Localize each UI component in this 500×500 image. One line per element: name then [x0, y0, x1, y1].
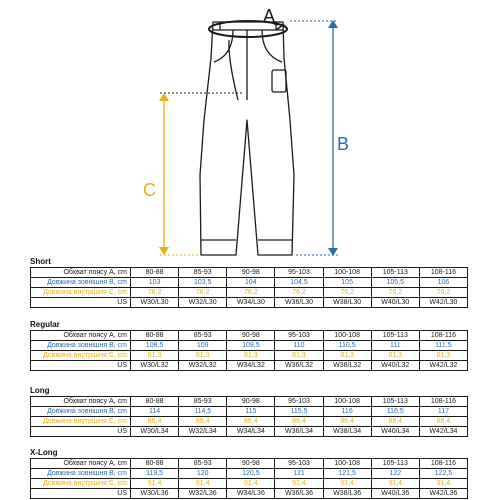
table-cell: 86,4 — [179, 417, 227, 427]
waist-row — [31, 459, 468, 469]
row-label: US — [31, 361, 131, 371]
table-cell: 90-98 — [227, 268, 275, 278]
table-cell: 108-116 — [419, 268, 467, 278]
table-cell: W38/L30 — [323, 298, 371, 308]
row-label: Довжина внутрішня C, cm — [31, 479, 131, 489]
table-cell: 111 — [371, 341, 419, 351]
table-cell: 121 — [275, 469, 323, 479]
table-cell: 85-93 — [179, 397, 227, 407]
table-cell: 80-88 — [131, 397, 179, 407]
table-cell: 86,4 — [275, 417, 323, 427]
table-cell: 100-108 — [323, 331, 371, 341]
table-cell: 105 — [323, 278, 371, 288]
table-cell: W36/L30 — [275, 298, 323, 308]
row-label: US — [31, 427, 131, 437]
table-cell: 119,5 — [131, 469, 179, 479]
table-cell: W34/L34 — [227, 427, 275, 437]
size-table — [30, 458, 468, 499]
table-cell: 76,2 — [131, 288, 179, 298]
size-section-x-long — [30, 448, 468, 499]
outer-length-row — [31, 341, 468, 351]
section-title: Short — [30, 257, 51, 266]
table-cell: W42/L32 — [419, 361, 467, 371]
table-cell: W32/L34 — [179, 427, 227, 437]
table-cell: 81,3 — [323, 351, 371, 361]
row-label: Довжина внутрішня C, cm — [31, 351, 131, 361]
table-cell: 85-93 — [179, 268, 227, 278]
table-cell: W38/L34 — [323, 427, 371, 437]
table-cell: 86,4 — [131, 417, 179, 427]
table-cell: W38/L36 — [323, 489, 371, 499]
table-cell: 81,3 — [419, 351, 467, 361]
table-cell: 95-103 — [275, 331, 323, 341]
us-size-row — [31, 427, 468, 437]
outer-length-row — [31, 278, 468, 288]
table-cell: 86,4 — [419, 417, 467, 427]
table-cell: 106 — [419, 278, 467, 288]
table-cell: 108-116 — [419, 397, 467, 407]
table-cell: W30/L36 — [131, 489, 179, 499]
table-cell: 109 — [179, 341, 227, 351]
table-cell: 116 — [323, 407, 371, 417]
table-cell: 103,5 — [179, 278, 227, 288]
table-cell: 110 — [275, 341, 323, 351]
table-cell: W42/L30 — [419, 298, 467, 308]
table-cell: 91,4 — [275, 479, 323, 489]
table-cell: W30/L34 — [131, 427, 179, 437]
label-b: B — [337, 134, 350, 154]
row-label: US — [31, 298, 131, 308]
table-cell: 95-103 — [275, 459, 323, 469]
table-cell: W30/L32 — [131, 361, 179, 371]
section-title: Regular — [30, 320, 60, 329]
table-cell: 80-88 — [131, 459, 179, 469]
table-cell: W40/L30 — [371, 298, 419, 308]
measure-c-inner-length — [143, 93, 244, 255]
size-table — [30, 267, 468, 308]
label-a: A — [263, 6, 276, 26]
table-cell: W40/L34 — [371, 427, 419, 437]
table-cell: 91,4 — [323, 479, 371, 489]
table-cell: 122 — [371, 469, 419, 479]
table-cell: W32/L30 — [179, 298, 227, 308]
row-label: Обхват поясу А, cm — [31, 268, 131, 278]
row-label: Довжина зовнішня B, cm — [31, 278, 131, 288]
table-cell: 76,2 — [227, 288, 275, 298]
table-cell: 114 — [131, 407, 179, 417]
table-cell: 90-98 — [227, 397, 275, 407]
table-cell: 76,2 — [179, 288, 227, 298]
table-cell: W36/L32 — [275, 361, 323, 371]
pants-outline — [200, 22, 294, 255]
table-cell: 81,3 — [227, 351, 275, 361]
table-cell: W38/L32 — [323, 361, 371, 371]
outer-length-row — [31, 407, 468, 417]
table-cell: 105-113 — [371, 331, 419, 341]
table-cell: W32/L36 — [179, 489, 227, 499]
waist-row — [31, 268, 468, 278]
row-label: Довжина зовнішня B, cm — [31, 469, 131, 479]
table-cell: 108-116 — [419, 331, 467, 341]
table-cell: 81,3 — [179, 351, 227, 361]
table-cell: 120 — [179, 469, 227, 479]
inner-length-row — [31, 479, 468, 489]
table-cell: 81,3 — [275, 351, 323, 361]
table-cell: 108-116 — [419, 459, 467, 469]
table-cell: 104 — [227, 278, 275, 288]
table-cell: W40/L36 — [371, 489, 419, 499]
table-cell: 100-108 — [323, 397, 371, 407]
table-cell: 104,5 — [275, 278, 323, 288]
table-cell: 91,4 — [131, 479, 179, 489]
table-cell: 80-88 — [131, 331, 179, 341]
table-cell: 76,2 — [371, 288, 419, 298]
outer-length-row — [31, 469, 468, 479]
row-label: Обхват поясу А, cm — [31, 397, 131, 407]
table-cell: 116,5 — [371, 407, 419, 417]
table-cell: 81,3 — [371, 351, 419, 361]
table-cell: 85-93 — [179, 459, 227, 469]
measure-b-outer-length — [290, 20, 349, 256]
table-cell: W36/L36 — [275, 489, 323, 499]
size-section-long — [30, 386, 468, 437]
table-cell: 105-113 — [371, 268, 419, 278]
section-title: X-Long — [30, 448, 58, 457]
row-label: Довжина зовнішня B, cm — [31, 341, 131, 351]
inner-length-row — [31, 351, 468, 361]
table-cell: 120,5 — [227, 469, 275, 479]
table-cell: 91,4 — [227, 479, 275, 489]
table-cell: 122,5 — [419, 469, 467, 479]
table-cell: 117 — [419, 407, 467, 417]
us-size-row — [31, 361, 468, 371]
waist-row — [31, 331, 468, 341]
table-cell: 105-113 — [371, 459, 419, 469]
table-cell: 115,5 — [275, 407, 323, 417]
table-cell: 114,5 — [179, 407, 227, 417]
table-cell: 90-98 — [227, 331, 275, 341]
table-cell: 91,4 — [419, 479, 467, 489]
table-cell: 91,4 — [371, 479, 419, 489]
table-cell: 86,4 — [323, 417, 371, 427]
table-cell: 111,5 — [419, 341, 467, 351]
inner-length-row — [31, 417, 468, 427]
inner-length-row — [31, 288, 468, 298]
table-cell: 100-108 — [323, 268, 371, 278]
table-cell: 86,4 — [227, 417, 275, 427]
table-cell: 76,2 — [275, 288, 323, 298]
size-section-regular — [30, 320, 468, 371]
row-label: Довжина внутрішня C, cm — [31, 417, 131, 427]
table-cell: 85-93 — [179, 331, 227, 341]
table-cell: 109,5 — [227, 341, 275, 351]
table-cell: W34/L30 — [227, 298, 275, 308]
size-table — [30, 396, 468, 437]
table-cell: 108,5 — [131, 341, 179, 351]
waist-row — [31, 397, 468, 407]
table-cell: 115 — [227, 407, 275, 417]
table-cell: 95-103 — [275, 268, 323, 278]
table-cell: W42/L36 — [419, 489, 467, 499]
table-cell: 81,3 — [131, 351, 179, 361]
size-table — [30, 330, 468, 371]
table-cell: 121,5 — [323, 469, 371, 479]
label-c: C — [143, 180, 156, 200]
table-cell: 76,2 — [419, 288, 467, 298]
table-cell: W30/L30 — [131, 298, 179, 308]
row-label: Обхват поясу А, cm — [31, 331, 131, 341]
table-cell: 105-113 — [371, 397, 419, 407]
row-label: Довжина внутрішня C, cm — [31, 288, 131, 298]
table-cell: 110,5 — [323, 341, 371, 351]
us-size-row — [31, 489, 468, 499]
us-size-row — [31, 298, 468, 308]
table-cell: 105,5 — [371, 278, 419, 288]
row-label: US — [31, 489, 131, 499]
table-cell: W36/L34 — [275, 427, 323, 437]
table-cell: 95-103 — [275, 397, 323, 407]
row-label: Довжина зовнішня B, cm — [31, 407, 131, 417]
table-cell: W34/L32 — [227, 361, 275, 371]
section-title: Long — [30, 386, 50, 395]
table-cell: 103 — [131, 278, 179, 288]
table-cell: 90-98 — [227, 459, 275, 469]
size-section-short — [30, 257, 468, 308]
table-cell: W34/L36 — [227, 489, 275, 499]
table-cell: W32/L32 — [179, 361, 227, 371]
row-label: Обхват поясу А, cm — [31, 459, 131, 469]
table-cell: 100-108 — [323, 459, 371, 469]
table-cell: 76,2 — [323, 288, 371, 298]
table-cell: W42/L34 — [419, 427, 467, 437]
table-cell: 86,4 — [371, 417, 419, 427]
table-cell: 91,4 — [179, 479, 227, 489]
table-cell: W40/L32 — [371, 361, 419, 371]
table-cell: 80-88 — [131, 268, 179, 278]
